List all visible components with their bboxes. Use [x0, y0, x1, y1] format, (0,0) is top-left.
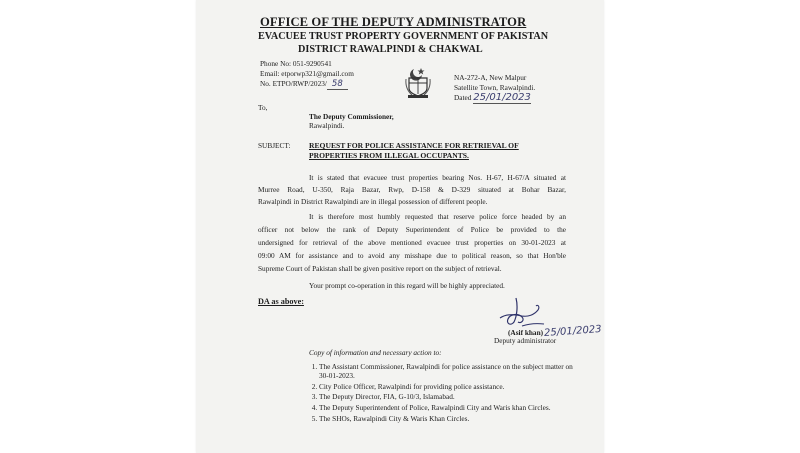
paragraph-2-line-1: It is therefore most humbly requested that reserve police force headed by an — [309, 212, 566, 221]
recipient-city: Rawalpindi. — [309, 121, 345, 130]
paragraph-3: Your prompt co-operation in this regard will be highly appreciated. — [309, 281, 505, 290]
dated-handwritten: 25/01/2023 — [473, 92, 531, 103]
reference-number — [260, 79, 348, 89]
copy-recipient-item: 3. The Deputy Director, FIA, G-10/3, Islamabad. — [319, 392, 581, 401]
subject-line-1: REQUEST FOR POLICE ASSISTANCE FOR RETRIEVAL OF — [309, 141, 519, 150]
district-title: DISTRICT RAWALPINDI & CHAKWAL — [298, 44, 483, 55]
copies-heading: Copy of information and necessary action to: — [309, 348, 442, 357]
reference-number-handwritten: 58 — [327, 79, 348, 90]
dated-line — [454, 92, 531, 103]
paragraph-2-line-2: officer not below the rank of Deputy Superintendent of Police be provided to the — [258, 225, 566, 234]
paragraph-2-line-4: 09:00 AM for assistance and to avoid any misshape due to political reason, so that Hon'ble — [258, 251, 566, 260]
copy-recipient-item: 5. The SHOs, Rawalpindi City & Waris Khan Circles. — [319, 414, 581, 423]
email-line — [260, 69, 354, 78]
signatory-name: (Asif khan) — [508, 328, 544, 337]
office-title: OFFICE OF THE DEPUTY ADMINISTRATOR — [260, 15, 527, 29]
government-emblem — [404, 65, 432, 99]
reference-number-printed: No. ETPO/RWP/2023/ — [260, 79, 327, 88]
signature-date-handwritten: 25/01/2023 — [543, 324, 602, 339]
copy-recipient-item: 2. City Police Officer, Rawalpindi for providing police assistance. — [319, 382, 581, 391]
subject-label: SUBJECT: — [258, 141, 291, 150]
address-line-1: NA-272-A, New Malpur — [454, 73, 527, 82]
signatory-title: Deputy administrator — [494, 336, 557, 345]
copies-list — [306, 362, 581, 424]
paragraph-2-line-5: Supreme Court of Pakistan shall be given positive report on the subject of retrieval. — [258, 264, 502, 273]
paragraph-1-line-2: Murree Road, U-350, Raja Bazar, Rwp, D-158 & D-329 situated at Bohar Bazar, — [258, 185, 566, 194]
email-label: Email: — [260, 69, 280, 78]
signature — [494, 296, 554, 332]
dated-label: Dated — [454, 93, 472, 102]
copy-recipient-item: 1. The Assistant Commissioner, Rawalpindi for police assistance on the subject matter on 30-01-2023. — [319, 362, 581, 380]
recipient-name: The Deputy Commissioner, — [309, 112, 394, 121]
email-address: etporwp321@gmail.com — [281, 69, 354, 78]
board-title: EVACUEE TRUST PROPERTY GOVERNMENT OF PAKISTAN — [258, 31, 549, 42]
address-line-2: Satellite Town, Rawalpindi. — [454, 83, 536, 92]
copy-recipient-item: 4. The Deputy Superintendent of Police, Rawalpindi City and Waris khan Circles. — [319, 403, 581, 412]
subject-line-2: PROPERTIES FROM ILLEGAL OCCUPANTS. — [309, 151, 469, 160]
enclosure-note: DA as above: — [258, 297, 304, 306]
to-label: To, — [258, 103, 268, 112]
paragraph-1-line-1: It is stated that evacuee trust properties bearing Nos. H-67, H-67/A situated at — [309, 173, 566, 182]
paragraph-2-line-3: undersigned for retrieval of the above mentioned evacuee trust properties on 30-01-2023 at — [258, 238, 566, 247]
paragraph-1-line-3: Rawalpindi in District Rawalpindi are in illegal possession of different people. — [258, 197, 488, 206]
phone-number: Phone No: 051-9290541 — [260, 59, 332, 68]
